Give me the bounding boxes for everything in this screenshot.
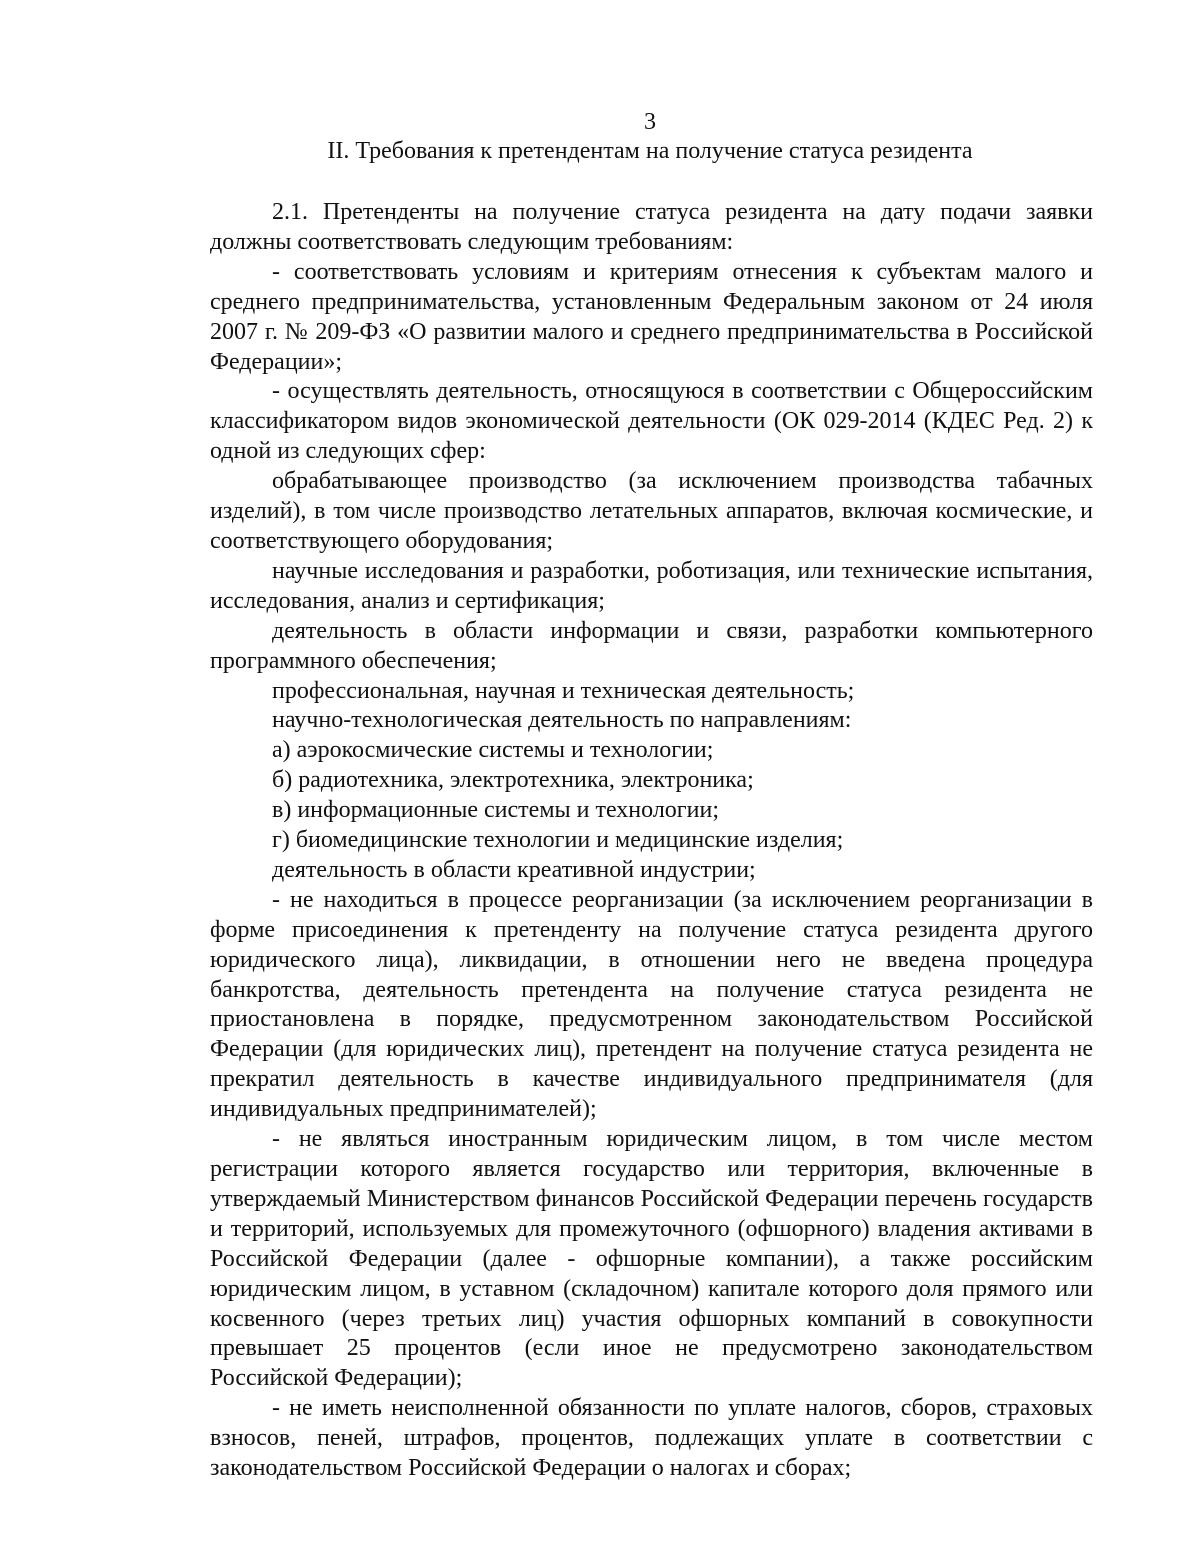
paragraph: 2.1. Претенденты на получение статуса резидента на дату подачи заявки должны соответствовать следующим требованиям:	[210, 199, 1093, 255]
paragraph: - не являться иностранным юридическим лицом, в том числе местом регистрации которого является государство или территория, включенные в утверждаемый Министерством финансов Российской Федерации перечень государств и территорий, используемых для промежуточного (офшорного) владения активами в Российской Федерации (далее - офшорные компании), а также российским юридическим лицом, в уставном (складочном) капитале которого доля прямого или косвенного (через третьих лиц) участия офшорных компаний в совокупности превышает 25 процентов (если иное не предусмотрено законодательством Российской Федерации);	[210, 1126, 1093, 1392]
paragraph: научно-технологическая деятельность по направлениям:	[272, 707, 852, 734]
paragraph: - соответствовать условиям и критериям отнесения к субъектам малого и среднего предпринимательства, установленным Федеральным законом от 24 июля 2007 г. № 209-ФЗ «О развитии малого и среднего предпринимательства в Российской Федерации»;	[210, 258, 1093, 375]
paragraph: обрабатывающее производство (за исключением производства табачных изделий), в том числе производство летательных аппаратов, включая космические, и соответствующего оборудования;	[210, 468, 1093, 554]
list-item: а) аэрокосмические системы и технологии;	[272, 737, 714, 764]
list-item: б) радиотехника, электротехника, электроника;	[272, 767, 754, 794]
paragraph: - не иметь неисполненной обязанности по уплате налогов, сборов, страховых взносов, пеней, штрафов, процентов, подлежащих уплате в соответствии с законодательством Российской Федерации о налогах и сборах;	[210, 1395, 1093, 1482]
section-title: II. Требования к претендентам на получение статуса резидента	[327, 138, 973, 164]
paragraph: - не находиться в процессе реорганизации (за исключением реорганизации в форме присоединения к претенденту на получение статуса резидента другого юридического лица), ликвидации, в отношении него не введена процедура банкротства, деятельность претендента на получение статуса резидента не приостановлена в порядке, предусмотренном законодательством Российской Федерации (для юридических лиц), претендент на получение статуса резидента не прекратил деятельность в качестве индивидуального предпринимателя (для индивидуальных предпринимателей);	[210, 886, 1093, 1123]
paragraph: научные исследования и разработки, роботизация, или технические испытания, исследования, анализ и сертификация;	[210, 557, 1093, 614]
list-item: г) биомедицинские технологии и медицинские изделия;	[272, 827, 844, 854]
paragraph: деятельность в области креативной индустрии;	[272, 856, 756, 883]
page-number: 3	[644, 109, 656, 135]
paragraph: деятельность в области информации и связи, разработки компьютерного программного обеспечения;	[210, 617, 1093, 674]
paragraph: - осуществлять деятельность, относящуюся в соответствии с Общероссийским классификатором видов экономической деятельности (ОК 029-2014 (КДЕС Ред. 2) к одной из следующих сфер:	[210, 378, 1093, 465]
paragraph: профессиональная, научная и техническая деятельность;	[272, 677, 855, 704]
document-body	[210, 198, 1093, 1484]
list-item: в) информационные системы и технологии;	[272, 797, 719, 824]
